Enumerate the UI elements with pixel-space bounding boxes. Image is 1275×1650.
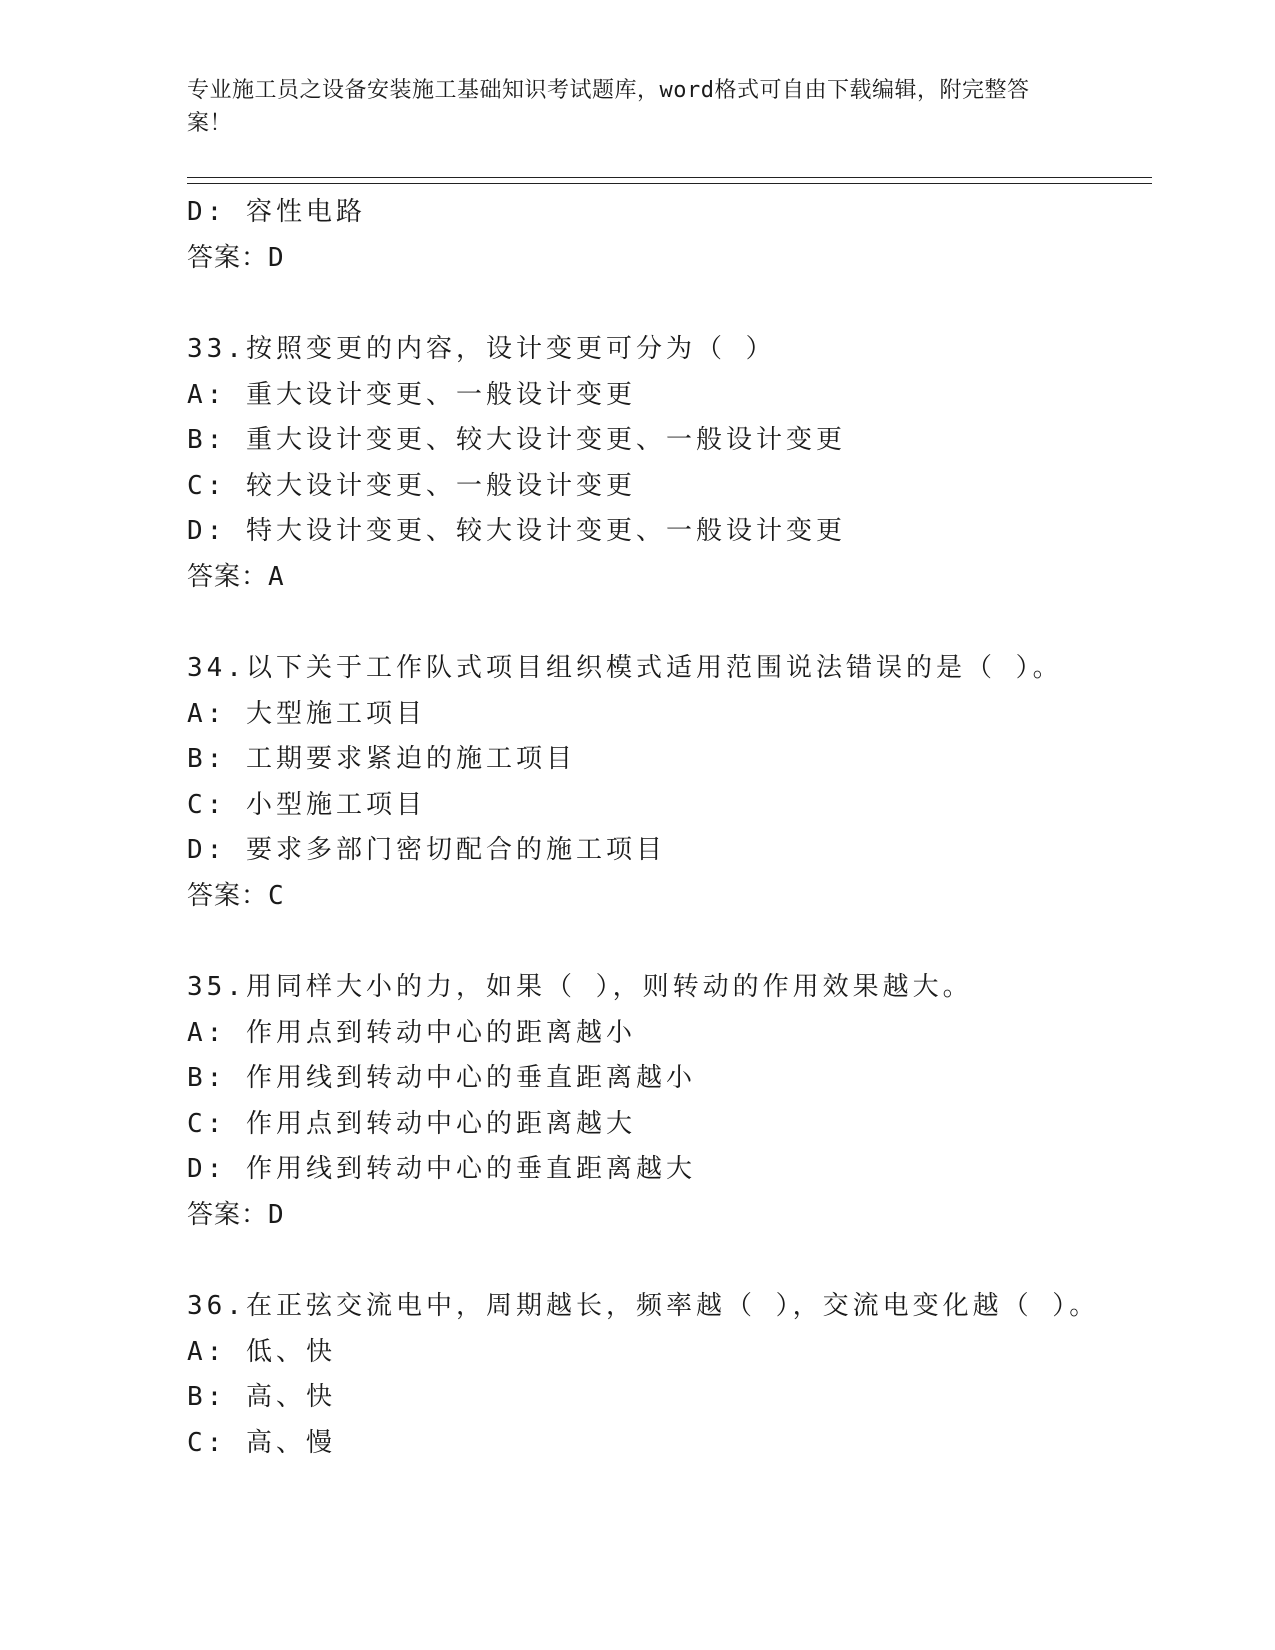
spacer <box>187 281 1147 327</box>
answer-line <box>187 236 1147 282</box>
answer-value: D <box>268 1199 285 1230</box>
option-c: C: 较大设计变更、一般设计变更 <box>187 470 636 501</box>
spacer <box>187 1238 1147 1284</box>
option-d: D: 容性电路 <box>187 197 366 227</box>
question-stem: 36.在正弦交流电中，周期越长，频率越（ ），交流电变化越（ ）。 <box>187 1291 1100 1321</box>
spacer <box>187 919 1147 965</box>
answer-label: 答案： <box>187 880 269 911</box>
answer-value: C <box>268 880 285 911</box>
option-b: B: 作用线到转动中心的垂直距离越小 <box>187 1063 696 1093</box>
question-stem: 34.以下关于工作队式项目组织模式适用范围说法错误的是（ ）。 <box>187 653 1063 683</box>
document-header <box>187 74 1067 140</box>
spacer <box>187 600 1147 646</box>
answer-line <box>187 1193 1147 1239</box>
option-d: D: 特大设计变更、较大设计变更、一般设计变更 <box>187 516 846 546</box>
option-a: A: 重大设计变更、一般设计变更 <box>187 379 636 410</box>
question-stem: 33.按照变更的内容，设计变更可分为（ ） <box>187 334 776 364</box>
option-c: C: 小型施工项目 <box>187 789 426 820</box>
option-a: A: 低、快 <box>187 1336 336 1367</box>
answer-label: 答案： <box>187 242 269 273</box>
answer-line <box>187 555 1147 601</box>
option-b: B: 工期要求紧迫的施工项目 <box>187 744 576 774</box>
document-title: 专业施工员之设备安装施工基础知识考试题库，word格式可自由下载编辑，附完整答案！ <box>187 78 1030 136</box>
option-a: A: 作用点到转动中心的距离越小 <box>187 1017 636 1048</box>
option-c: C: 作用点到转动中心的距离越大 <box>187 1108 636 1139</box>
answer-value: A <box>268 561 285 592</box>
header-divider-top <box>187 177 1152 178</box>
option-b: B: 高、快 <box>187 1382 336 1412</box>
option-d: D: 要求多部门密切配合的施工项目 <box>187 835 666 865</box>
option-a: A: 大型施工项目 <box>187 698 426 729</box>
answer-label: 答案： <box>187 1199 269 1230</box>
answer-value: D <box>268 242 285 273</box>
header-divider-bottom <box>187 183 1152 184</box>
option-c: C: 高、慢 <box>187 1427 336 1458</box>
option-d: D: 作用线到转动中心的垂直距离越大 <box>187 1154 696 1184</box>
question-stem: 35.用同样大小的力，如果（ ），则转动的作用效果越大。 <box>187 972 973 1002</box>
option-b: B: 重大设计变更、较大设计变更、一般设计变更 <box>187 425 846 455</box>
answer-line <box>187 874 1147 920</box>
answer-label: 答案： <box>187 561 269 592</box>
question-list <box>187 190 1147 1466</box>
